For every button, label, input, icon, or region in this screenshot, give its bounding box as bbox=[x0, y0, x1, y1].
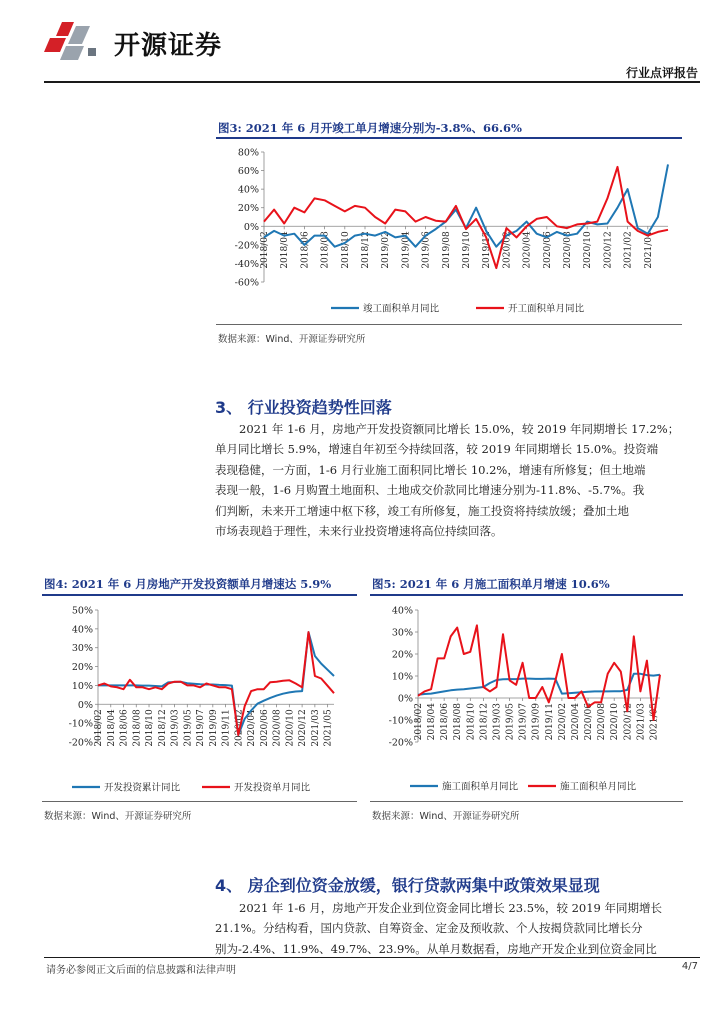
x-tick-label: 2020/10 bbox=[610, 703, 621, 741]
y-tick-label: 20% bbox=[71, 662, 93, 674]
x-tick-label: 2020/06 bbox=[259, 709, 270, 747]
footer-disclaimer: 请务必参阅正文后面的信息披露和法律声明 bbox=[46, 965, 236, 976]
y-tick-label: -20% bbox=[388, 737, 413, 749]
y-tick-label: 40% bbox=[71, 624, 93, 636]
y-tick-label: -20% bbox=[234, 240, 259, 252]
x-tick-label: 2020/08 bbox=[597, 703, 608, 741]
x-tick-label: 2020/10 bbox=[583, 231, 594, 269]
fig4-bottom-rule bbox=[42, 801, 357, 802]
x-tick-label: 2018/06 bbox=[440, 703, 451, 741]
x-tick-label: 2019/12 bbox=[482, 231, 493, 269]
x-tick-label: 2021/02 bbox=[623, 231, 634, 269]
fig5-bottom-rule bbox=[370, 801, 683, 802]
x-tick-label: 2018/10 bbox=[340, 231, 351, 269]
y-tick-label: 10% bbox=[391, 671, 413, 683]
section3-line: 表现稳健，一方面，1-6 月行业施工面积同比增长 10.2%，增速有所修复；但土地端 bbox=[215, 462, 646, 477]
y-tick-label: 40% bbox=[391, 605, 413, 617]
x-tick-label: 2020/06 bbox=[584, 703, 595, 741]
x-tick-label: 2020/08 bbox=[563, 231, 573, 269]
legend-label: 开发投资单月同比 bbox=[234, 782, 311, 794]
x-tick-label: 2019/07 bbox=[196, 709, 207, 747]
fig4-chart bbox=[42, 600, 360, 800]
x-tick-label: 2018/12 bbox=[361, 231, 371, 269]
legend-label: 施工面积单月同比 bbox=[560, 781, 637, 793]
section4-line: 别为-2.4%、11.9%、49.7%、23.9%。从单月数据看，房地产开发企业到位资金同比 bbox=[215, 941, 657, 956]
fig3-source: 数据来源：Wind、开源证券研究所 bbox=[218, 334, 366, 345]
x-tick-label: 2018/04 bbox=[427, 703, 438, 741]
x-tick-label: 2019/05 bbox=[183, 709, 194, 747]
x-tick-label: 2018/04 bbox=[280, 231, 291, 269]
x-tick-label: 2019/03 bbox=[170, 709, 181, 747]
x-tick-label: 2020/02 bbox=[234, 709, 245, 747]
x-tick-label: 2018/08 bbox=[132, 709, 143, 747]
x-tick-label: 2019/03 bbox=[492, 703, 503, 741]
y-tick-label: -10% bbox=[388, 715, 413, 727]
x-tick-label: 2021/04 bbox=[643, 231, 654, 269]
x-tick-label: 2020/12 bbox=[603, 231, 614, 269]
x-tick-label: 2019/05 bbox=[505, 703, 516, 741]
x-tick-label: 2019/04 bbox=[401, 231, 412, 269]
fig5-title: 图5: 2021 年 6 月施工面积单月增速 10.6% bbox=[372, 577, 610, 591]
fig4-source: 数据来源：Wind、开源证券研究所 bbox=[44, 811, 192, 822]
x-tick-label: 2020/04 bbox=[522, 231, 533, 269]
fig5-title-rule bbox=[370, 594, 683, 596]
section3-line: 单月同比增长 5.9%，增速自年初至今持续回落，较 2019 年同期增长 15.0%。投资端 bbox=[215, 442, 659, 457]
x-tick-label: 2019/09 bbox=[208, 709, 219, 747]
x-tick-label: 2018/08 bbox=[453, 703, 464, 741]
y-tick-label: 30% bbox=[71, 643, 93, 655]
legend-label: 开发投资累计同比 bbox=[104, 782, 181, 794]
y-tick-label: 60% bbox=[237, 166, 259, 178]
legend-label: 竣工面积单月同比 bbox=[363, 303, 440, 315]
y-tick-label: 80% bbox=[237, 147, 259, 159]
section4-heading: 4、 房企到位资金放缓，银行贷款两集中政策效果显现 bbox=[215, 876, 600, 895]
y-tick-label: -60% bbox=[234, 277, 259, 289]
fig3-chart bbox=[216, 142, 686, 322]
logo-mark-icon bbox=[44, 18, 106, 62]
x-tick-label: 2018/10 bbox=[145, 709, 156, 747]
y-tick-label: 0% bbox=[397, 693, 413, 705]
x-tick-label: 2019/08 bbox=[441, 231, 452, 269]
section4-paragraph bbox=[215, 898, 685, 959]
x-tick-label: 2020/02 bbox=[557, 703, 568, 741]
report-type: 行业点评报告 bbox=[625, 66, 698, 80]
x-tick-label: 2020/10 bbox=[285, 709, 296, 747]
y-tick-label: 0% bbox=[243, 221, 259, 233]
header-rule bbox=[44, 81, 700, 83]
legend-label: 开工面积单月同比 bbox=[508, 303, 585, 315]
y-tick-label: -40% bbox=[234, 258, 259, 270]
section3-line: 市场表现趋于理性，未来行业投资增速将高位持续回落。 bbox=[215, 524, 503, 539]
x-tick-label: 2020/02 bbox=[502, 231, 513, 269]
y-tick-label: 40% bbox=[237, 184, 259, 196]
fig5-chart bbox=[370, 600, 686, 800]
footer-rule bbox=[44, 957, 700, 958]
fig3-title-rule bbox=[216, 137, 682, 139]
fig4-title-rule bbox=[42, 594, 357, 596]
x-tick-label: 2019/06 bbox=[421, 231, 432, 269]
section3-line: 表现一般，1-6 月购置土地面积、土地成交价款同比增速分别为-11.8%、-5.7%。我 bbox=[215, 483, 645, 498]
x-tick-label: 2019/02 bbox=[381, 231, 392, 269]
company-name: 开源证券 bbox=[114, 31, 223, 61]
x-tick-label: 2018/10 bbox=[466, 703, 477, 741]
y-tick-label: 20% bbox=[237, 203, 259, 215]
x-tick-label: 2020/08 bbox=[272, 709, 283, 747]
y-tick-label: 20% bbox=[391, 649, 413, 661]
x-tick-label: 2019/09 bbox=[531, 703, 542, 741]
fig3-bottom-rule bbox=[216, 324, 682, 325]
x-tick-label: 2021/05 bbox=[323, 709, 334, 747]
y-tick-label: 0% bbox=[77, 699, 93, 711]
x-tick-label: 2020/12 bbox=[298, 709, 309, 747]
x-tick-label: 2018/12 bbox=[157, 709, 168, 747]
x-tick-label: 2020/06 bbox=[542, 231, 553, 269]
page-number: 4/7 bbox=[681, 961, 698, 972]
x-tick-label: 2020/12 bbox=[623, 703, 634, 741]
x-tick-label: 2019/07 bbox=[518, 703, 529, 741]
y-tick-label: -20% bbox=[68, 737, 93, 749]
fig5-source: 数据来源：Wind、开源证券研究所 bbox=[372, 811, 520, 822]
x-tick-label: 2018/08 bbox=[320, 231, 331, 269]
section3-line: 2021 年 1-6 月，房地产开发投资额同比增长 15.0%，较 2019 年同期增长 17.2%； bbox=[239, 422, 680, 436]
x-tick-label: 2021/03 bbox=[310, 709, 321, 747]
fig3-title: 图3: 2021 年 6 月开竣工单月增速分别为-3.8%、66.6% bbox=[218, 121, 522, 135]
y-tick-label: 30% bbox=[391, 627, 413, 639]
x-tick-label: 2020/04 bbox=[247, 709, 258, 747]
x-tick-label: 2018/06 bbox=[300, 231, 311, 269]
section3-line: 们判断，未来开工增速中枢下移，竣工有所修复，施工投资将持续放缓；叠加土地 bbox=[215, 503, 629, 518]
x-tick-label: 2020/04 bbox=[570, 703, 581, 741]
section3-heading: 3、 行业投资趋势性回落 bbox=[215, 398, 392, 417]
section4-line: 21.1%。分结构看，国内贷款、自筹资金、定金及预收款、个人按揭贷款同比增长分 bbox=[215, 921, 643, 936]
x-tick-label: 2018/04 bbox=[106, 709, 117, 747]
x-tick-label: 2018/06 bbox=[119, 709, 130, 747]
x-tick-label: 2018/02 bbox=[414, 703, 424, 741]
x-tick-label: 2018/02 bbox=[94, 709, 104, 747]
x-tick-label: 2021/05 bbox=[649, 703, 660, 741]
legend-label: 施工面积单月同比 bbox=[442, 781, 519, 793]
section3-paragraph bbox=[215, 419, 685, 541]
x-tick-label: 2021/03 bbox=[636, 703, 647, 741]
x-tick-label: 2018/12 bbox=[479, 703, 490, 741]
x-tick-label: 2018/02 bbox=[260, 231, 270, 269]
fig4-title: 图4: 2021 年 6 月房地产开发投资额单月增速达 5.9% bbox=[44, 577, 332, 591]
y-tick-label: 10% bbox=[71, 680, 93, 692]
x-tick-label: 2019/11 bbox=[221, 709, 232, 747]
x-tick-label: 2019/10 bbox=[462, 231, 472, 269]
logo bbox=[44, 18, 304, 62]
section4-line: 2021 年 1-6 月，房地产开发企业到位资金同比增长 23.5%，较 2019 年同期增长 bbox=[239, 901, 663, 915]
y-tick-label: -10% bbox=[68, 718, 93, 730]
x-tick-label: 2019/11 bbox=[544, 703, 555, 741]
y-tick-label: 50% bbox=[71, 605, 93, 617]
